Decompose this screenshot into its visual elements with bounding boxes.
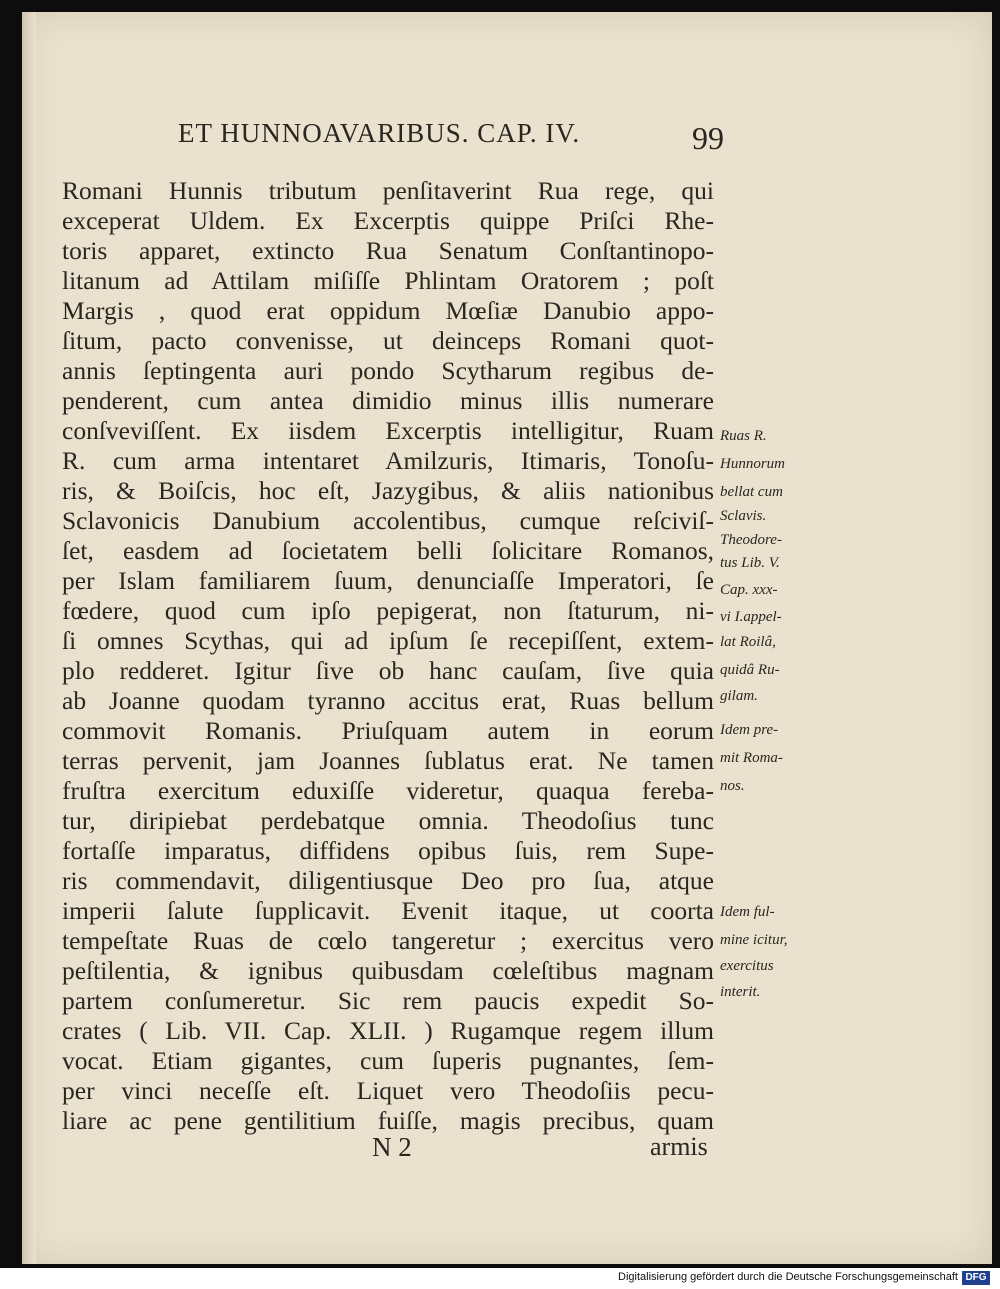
signature-mark: N 2 [372,1132,412,1162]
margin-note: vi I.appel- [720,609,782,625]
page-gutter-shadow [22,12,36,1264]
text-line: annis ſeptingenta auri pondo Scytharum regibus de- [62,356,714,385]
margin-note: mine icitur, [720,932,788,948]
catchword: armis [650,1132,708,1161]
text-line: partem conſumeretur. Sic rem paucis expedit So- [62,986,714,1015]
text-line: litanum ad Attilam miſiſſe Phlintam Oratorem ; poſt [62,266,714,295]
dfg-logo: DFG [962,1271,990,1285]
text-line: ſet, easdem ad ſocietatem belli ſolicitare Romanos, [62,536,714,565]
margin-note: Idem ful- [720,904,775,920]
text-line: Sclavonicis Danubium accolentibus, cumque reſciviſ- [62,506,714,535]
text-line: crates ( Lib. VII. Cap. XLII. ) Rugamque regem illum [62,1016,714,1045]
text-line: fruſtra exercitum eduxiſſe videretur, quaqua fereba- [62,776,714,805]
margin-note: Theodore- [720,532,782,548]
text-line: vocat. Etiam gigantes, cum ſuperis pugnantes, ſem- [62,1046,714,1075]
margin-note: exercitus [720,958,774,974]
margin-note: nos. [720,778,745,794]
text-line: fortaſſe imparatus, diffidens opibus ſuis, rem Supe- [62,836,714,865]
text-line: ris, & Boiſcis, hoc eſt, Jazygibus, & aliis nationibus [62,476,714,505]
text-line: Margis , quod erat oppidum Mœſiæ Danubio appo- [62,296,714,325]
margin-note: bellat cum [720,484,783,500]
text-line: plo redderet. Igitur ſive ob hanc cauſam, ſive quia [62,656,714,685]
text-line: imperii ſalute ſupplicavit. Evenit itaque, ut coorta [62,896,714,925]
footer-bar [0,1268,1000,1289]
text-line: Romani Hunnis tributum penſitaverint Rua rege, qui [62,176,714,205]
text-line: liare ac pene gentilitium fuiſſe, magis precibus, quam [62,1106,714,1135]
text-line: terras pervenit, jam Joannes ſublatus erat. Ne tamen [62,746,714,775]
text-line: exceperat Uldem. Ex Excerptis quippe Priſci Rhe- [62,206,714,235]
text-line: tur, diripiebat perdebatque omnia. Theodoſius tunc [62,806,714,835]
margin-note: lat Roilâ, [720,634,776,650]
running-title: ET HUNNOAVARIBUS. CAP. IV. [178,118,581,148]
text-line: ab Joanne quodam tyranno accitus erat, Ruas bellum [62,686,714,715]
funding-credit: Digitalisierung gefördert durch die Deutsche Forschungsgemeinschaft [618,1271,958,1283]
margin-note: Sclavis. [720,508,767,524]
margin-note: gilam. [720,688,758,704]
text-line: tempeſtate Ruas de cœlo tangeretur ; exercitus vero [62,926,714,955]
text-line: conſveviſſent. Ex iisdem Excerptis intelligitur, Ruam [62,416,714,445]
text-line: ſi omnes Scythas, qui ad ipſum ſe recepiſſent, extem- [62,626,714,655]
margin-note: interit. [720,984,761,1000]
margin-note: Idem pre- [720,722,779,738]
text-line: per vinci neceſſe eſt. Liquet vero Theodoſiis pecu- [62,1076,714,1105]
page-number: 99 [692,120,724,156]
text-line: R. cum arma intentaret Amilzuris, Itimaris, Tonoſu- [62,446,714,475]
text-line: ris commendavit, diligentiusque Deo pro ſua, atque [62,866,714,895]
margin-note: quidâ Ru- [720,662,780,678]
text-line: commovit Romanis. Priuſquam autem in eorum [62,716,714,745]
text-line: peſtilentia, & ignibus quibusdam cœleſtibus magnam [62,956,714,985]
text-line: penderent, cum antea dimidio minus illis numerare [62,386,714,415]
margin-note: Hunnorum [720,456,786,472]
text-line: ſitum, pacto convenisse, ut deinceps Romani quot- [62,326,714,355]
margin-note: Cap. xxx- [720,582,778,598]
margin-note: Ruas R. [720,428,767,444]
text-line: toris apparet, extincto Rua Senatum Conſtantinopo- [62,236,714,265]
margin-note: tus Lib. V. [720,555,780,571]
margin-note: mit Roma- [720,750,783,766]
text-line: per Islam familiarem ſuum, denunciaſſe Imperatori, ſe [62,566,714,595]
text-line: fœdere, quod cum ipſo pepigerat, non ſtaturum, ni- [62,596,714,625]
